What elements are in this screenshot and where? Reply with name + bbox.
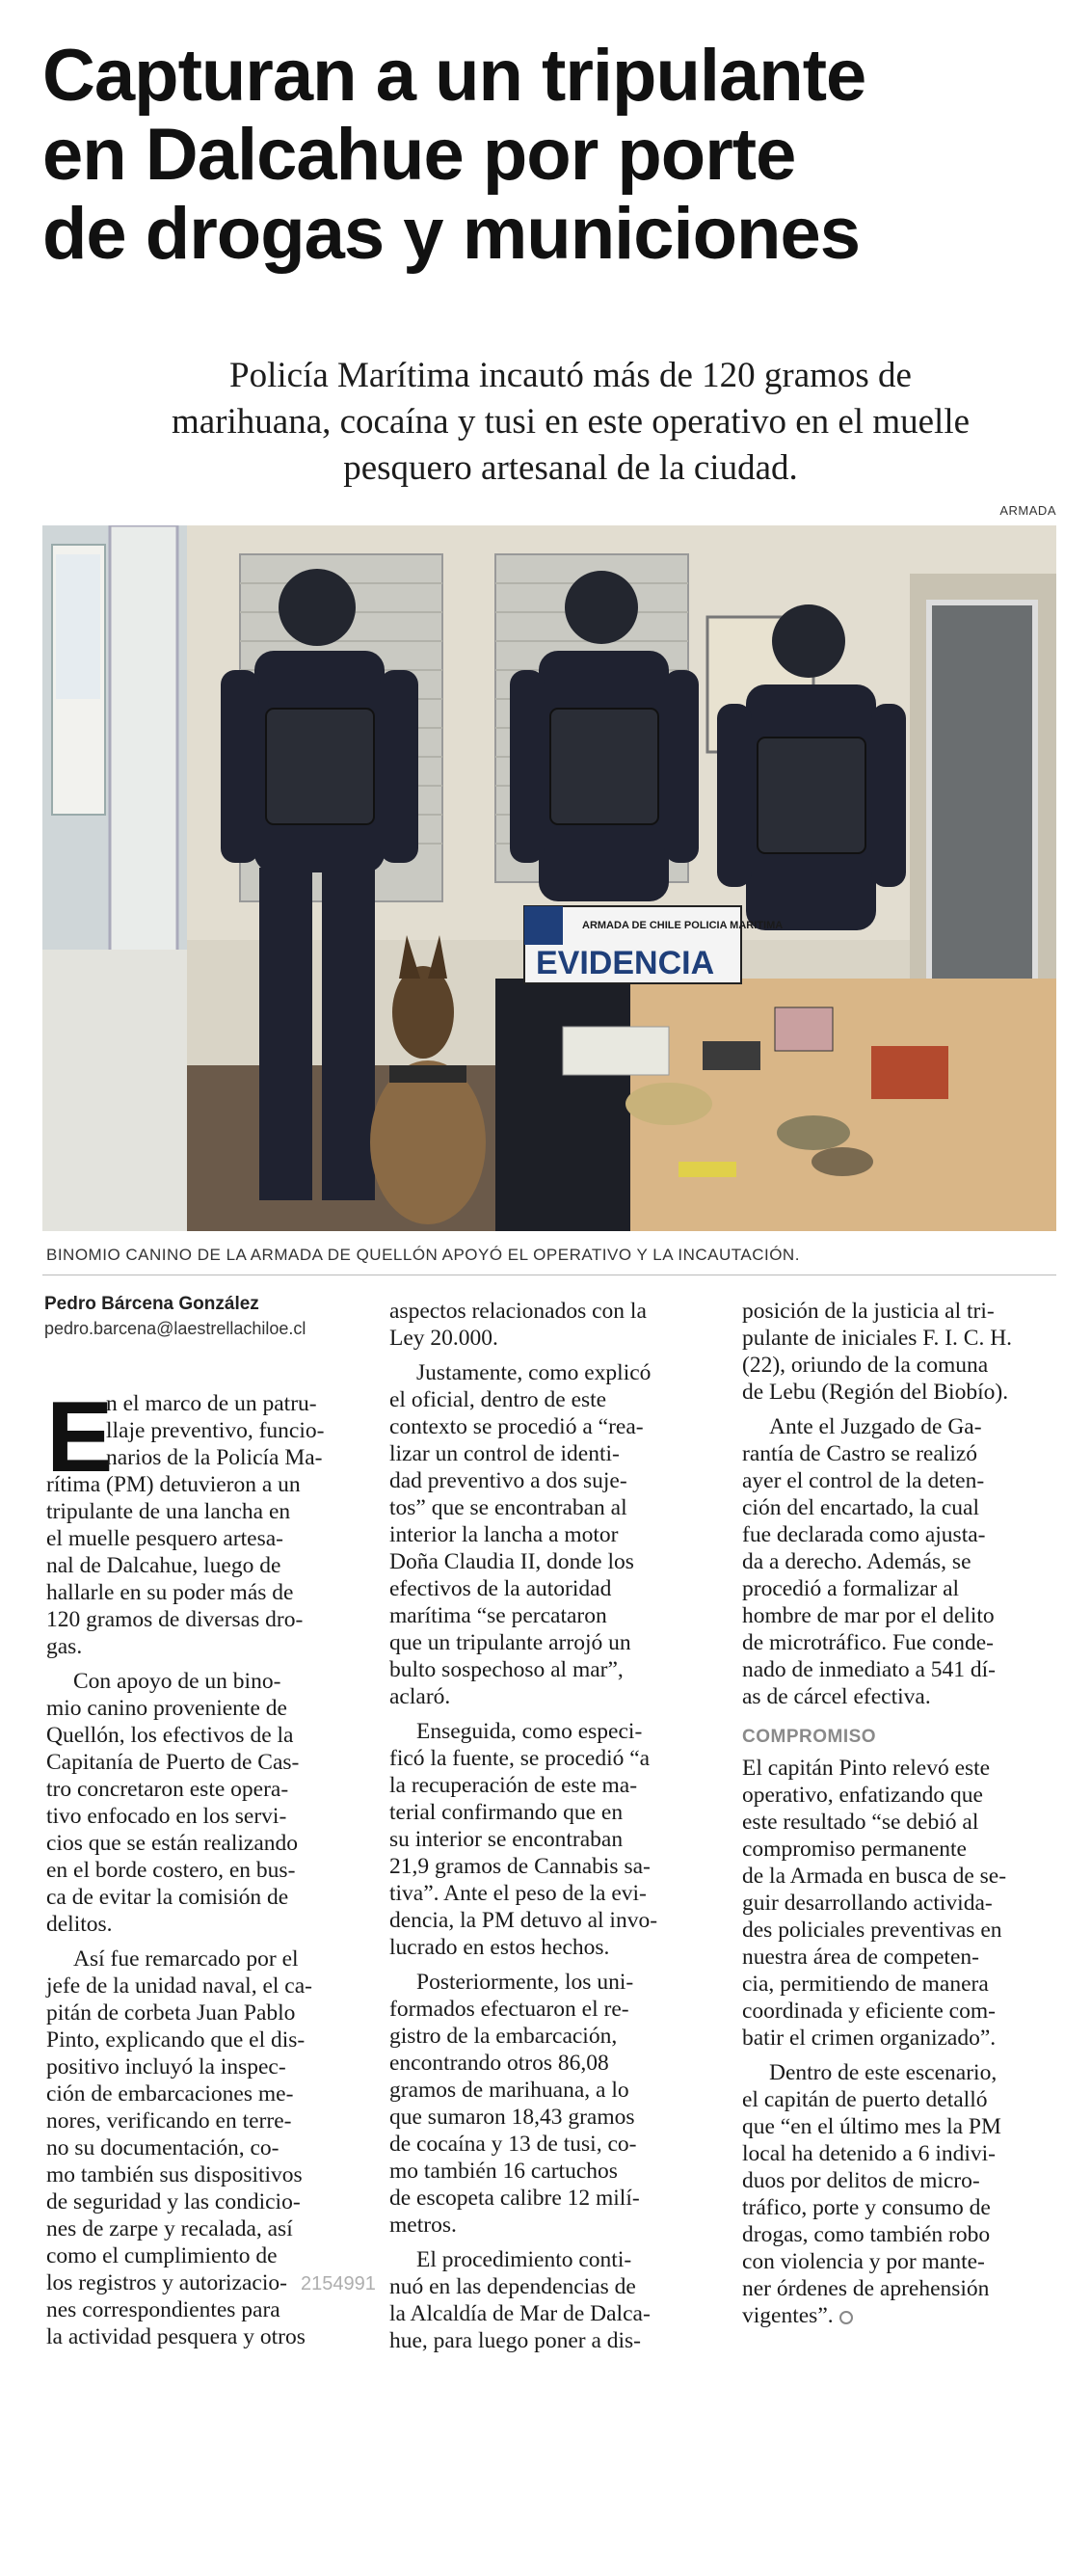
text-line: marítima “se percataron	[389, 1603, 607, 1628]
text-line: duos por delitos de micro-	[742, 2168, 980, 2193]
text-line: ca de evitar la comisión de	[46, 1885, 289, 1910]
author-name: Pedro Bárcena González	[44, 1294, 259, 1314]
headline-line: Capturan a un tripulante	[42, 35, 866, 117]
text-line: drogas, como también robo	[742, 2222, 991, 2247]
text-line: gramos de marihuana, a lo	[389, 2078, 629, 2103]
text-line: nes de zarpe y recalada, así	[46, 2216, 293, 2241]
text-line: tos” que se encontraban al	[389, 1495, 627, 1520]
text-line: hue, para luego poner a dis-	[389, 2328, 642, 2353]
end-of-article-icon	[839, 2311, 853, 2324]
article-column-3	[742, 1298, 1062, 2329]
text-line: 21,9 gramos de Cannabis sa-	[389, 1854, 651, 1879]
text-line: tripulante de una lancha en	[46, 1499, 291, 1524]
subhead-line: pesquero artesanal de la ciudad.	[343, 448, 798, 488]
text-line: Dentro de este escenario,	[769, 2060, 998, 2085]
text-line: formados efectuaron el re-	[389, 1997, 629, 2022]
text-line: que “en el último mes la PM	[742, 2114, 1001, 2139]
text-line: bulto sospechoso al mar”,	[389, 1657, 624, 1682]
text-line	[742, 2302, 1062, 2329]
text-line: de la Armada en busca de se-	[742, 1864, 1007, 1889]
text-line: mo también 16 cartuchos	[389, 2159, 618, 2184]
text-line: Pinto, explicando que el dis-	[46, 2027, 306, 2053]
text-line: su interior se encontraban	[389, 1827, 624, 1852]
text-line: des policiales preventivas en	[742, 1918, 1002, 1943]
text-line: lucrado en estos hechos.	[389, 1935, 610, 1960]
text-line: Quellón, los efectivos de la	[46, 1723, 294, 1748]
text-line: ción del encartado, la cual	[742, 1495, 979, 1520]
subhead-line: Policía Marítima incautó más de 120 gramos de	[229, 356, 912, 395]
section-title: COMPROMISO	[742, 1727, 877, 1747]
text-line: nores, verificando en terre-	[46, 2108, 292, 2133]
text-line: jefe de la unidad naval, el ca-	[46, 1973, 312, 1999]
text-line: El procedimiento conti-	[416, 2247, 632, 2272]
subhead-line: marihuana, cocaína y tusi en este operativo en el muelle	[171, 402, 971, 442]
text-line: Posteriormente, los uni-	[416, 1970, 634, 1995]
article-column-1	[46, 1382, 357, 2350]
text-line: rantía de Castro se realizó	[742, 1441, 978, 1466]
text-line: local ha detenido a 6 indivi-	[742, 2141, 996, 2166]
text-line: da a derecho. Además, se	[742, 1549, 971, 1574]
text-line: cia, permitiendo de manera	[742, 1972, 989, 1997]
headline	[42, 37, 1054, 274]
text-line: en el borde costero, en bus-	[46, 1858, 296, 1883]
text-line: compromiso permanente	[742, 1837, 967, 1862]
sign-main-text: EVIDENCIA	[536, 945, 715, 981]
text-line: operativo, enfatizando que	[742, 1783, 983, 1808]
subheadline	[89, 353, 1052, 492]
text-line: nuó en las dependencias de	[389, 2274, 636, 2299]
text-line: que sumaron 18,43 gramos	[389, 2105, 635, 2130]
sign-small-text: ARMADA DE CHILE POLICIA MARITIMA	[582, 920, 784, 931]
text-line: con violencia y por mante-	[742, 2249, 985, 2274]
text-line: ción de embarcaciones me-	[46, 2081, 294, 2106]
text-line: ayer el control de la deten-	[742, 1468, 985, 1493]
text-line: de seguridad y las condicio-	[46, 2189, 301, 2214]
headline-line: de drogas y municiones	[42, 193, 860, 275]
text-line: que un tripulante arrojó un	[389, 1630, 631, 1655]
closing-text: vigentes”.	[742, 2303, 834, 2328]
text-line: ficó la fuente, se procedió “a	[389, 1746, 651, 1771]
article-column-2	[389, 1298, 707, 2354]
text-line: hallarle en su poder más de	[46, 1580, 294, 1605]
text-line: nuestra área de competen-	[742, 1945, 979, 1970]
text-line: Así fue remarcado por el	[73, 1946, 299, 1972]
text-line: 120 gramos de diversas dro-	[46, 1607, 304, 1632]
text-line: efectivos de la autoridad	[389, 1576, 612, 1601]
text-line: n el marco de un patru-	[106, 1391, 317, 1416]
text-line: aclaró.	[389, 1684, 451, 1709]
text-line: encontrando otros 86,08	[389, 2051, 609, 2076]
text-line: as de cárcel efectiva.	[742, 1684, 931, 1709]
text-line: Con apoyo de un bino-	[73, 1669, 281, 1694]
text-line: de escopeta calibre 12 milí-	[389, 2186, 640, 2211]
text-line: nal de Dalcahue, luego de	[46, 1553, 281, 1578]
text-line: mio canino proveniente de	[46, 1696, 287, 1721]
text-line: Justamente, como explicó	[416, 1360, 652, 1385]
text-line: coordinada y eficiente com-	[742, 1999, 996, 2024]
text-line: tiva”. Ante el peso de la evi-	[389, 1881, 647, 1906]
text-line: no su documentación, co-	[46, 2135, 279, 2160]
photo-caption: BINOMIO CANINO DE LA ARMADA DE QUELLÓN APOYÓ EL OPERATIVO Y LA INCAUTACIÓN.	[46, 1246, 800, 1264]
photo-credit: ARMADA	[999, 503, 1056, 518]
text-line: (22), oriundo de la comuna	[742, 1353, 989, 1378]
text-line: el muelle pesquero artesa-	[46, 1526, 283, 1551]
text-line: dad preventivo a dos suje-	[389, 1468, 627, 1493]
watermark: 2154991	[301, 2273, 376, 2294]
text-line: interior la lancha a motor	[389, 1522, 619, 1547]
text-line: como el cumplimiento de	[46, 2243, 278, 2268]
text-line: tro concretaron este opera-	[46, 1777, 289, 1802]
text-line: el capitán de puerto detalló	[742, 2087, 988, 2112]
text-line: el oficial, dentro de este	[389, 1387, 607, 1412]
text-line: guir desarrollando activida-	[742, 1891, 993, 1916]
text-line: este resultado “se debió al	[742, 1810, 979, 1835]
text-line: delitos.	[46, 1912, 113, 1937]
text-line: narios de la Policía Ma-	[106, 1445, 323, 1470]
text-line: dencia, la PM detuvo al invo-	[389, 1908, 658, 1933]
text-line: Enseguida, como especi-	[416, 1719, 643, 1744]
headline-line: en Dalcahue por porte	[42, 114, 796, 196]
text-line: gistro de la embarcación,	[389, 2024, 618, 2049]
text-line: pulante de iniciales F. I. C. H.	[742, 1326, 1013, 1351]
text-line: cios que se están realizando	[46, 1831, 299, 1856]
text-line: Doña Claudia II, donde los	[389, 1549, 634, 1574]
text-line: la actividad pesquera y otros	[46, 2324, 306, 2349]
text-line: la recuperación de este ma-	[389, 1773, 638, 1798]
text-line: contexto se procedió a “rea-	[389, 1414, 644, 1439]
text-line: posición de la justicia al tri-	[742, 1299, 995, 1324]
photo-illustration	[42, 525, 1056, 1231]
text-line: mo también sus dispositivos	[46, 2162, 303, 2187]
text-line: de microtráfico. Fue conde-	[742, 1630, 995, 1655]
text-line: la Alcaldía de Mar de Dalca-	[389, 2301, 651, 2326]
text-line: fue declarada como ajusta-	[742, 1522, 986, 1547]
news-photo	[42, 525, 1056, 1231]
text-line: hombre de mar por el delito	[742, 1603, 995, 1628]
text-line: Ley 20.000.	[389, 1326, 498, 1351]
author-email[interactable]: pedro.barcena@laestrellachiloe.cl	[44, 1319, 306, 1338]
text-line: metros.	[389, 2213, 457, 2238]
text-line: tráfico, porte y consumo de	[742, 2195, 991, 2220]
text-line: terial confirmando que en	[389, 1800, 624, 1825]
text-line: ner órdenes de aprehensión	[742, 2276, 990, 2301]
text-line: aspectos relacionados con la	[389, 1299, 647, 1324]
text-line: batir el crimen organizado”.	[742, 2026, 997, 2051]
text-line: gas.	[46, 1634, 83, 1659]
text-line: llaje preventivo, funcio-	[106, 1418, 325, 1443]
text-line: procedió a formalizar al	[742, 1576, 960, 1601]
text-line: nes correspondientes para	[46, 2297, 280, 2322]
text-line: Capitanía de Puerto de Cas-	[46, 1750, 300, 1775]
text-line: de cocaína y 13 de tusi, co-	[389, 2132, 637, 2157]
text-line: de Lebu (Región del Biobío).	[742, 1380, 1009, 1405]
text-line: lizar un control de identi-	[389, 1441, 620, 1466]
text-line: rítima (PM) detuvieron a un	[46, 1472, 301, 1497]
dropcap: E	[46, 1382, 114, 1493]
text-line: nado de inmediato a 541 dí-	[742, 1657, 996, 1682]
text-line: positivo incluyó la inspec-	[46, 2054, 286, 2080]
text-line: los registros y autorizacio-	[46, 2270, 287, 2295]
text-line: tivo enfocado en los servi-	[46, 1804, 287, 1829]
text-line: pitán de corbeta Juan Pablo	[46, 2000, 296, 2026]
text-line: El capitán Pinto relevó este	[742, 1756, 991, 1781]
text-line: Ante el Juzgado de Ga-	[769, 1414, 982, 1439]
